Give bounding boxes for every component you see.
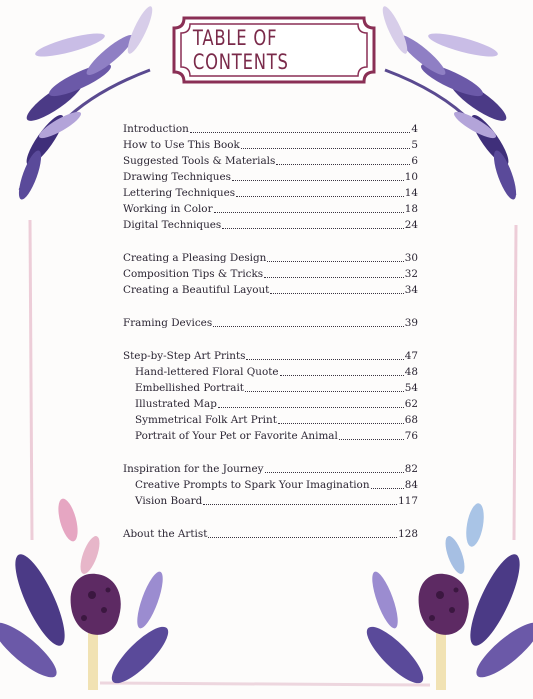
toc-entry bbox=[135, 427, 418, 443]
toc-entry bbox=[123, 314, 418, 330]
toc-entry-page: 54 bbox=[404, 382, 418, 394]
toc-entry-page: 14 bbox=[404, 187, 418, 199]
toc-entry bbox=[123, 168, 418, 184]
dot-leader bbox=[371, 488, 404, 489]
right-border-line bbox=[514, 225, 516, 540]
toc-entry-page: 76 bbox=[404, 430, 418, 442]
dot-leader bbox=[267, 261, 403, 262]
toc-entry-page: 82 bbox=[404, 463, 418, 475]
toc-entry bbox=[123, 216, 418, 232]
toc-entry-page: 39 bbox=[404, 317, 418, 329]
bottom-border-line bbox=[100, 683, 430, 685]
toc-entry-page: 5 bbox=[411, 139, 418, 151]
toc-entry-page: 48 bbox=[404, 366, 418, 378]
toc-entry bbox=[123, 120, 418, 136]
dot-leader bbox=[264, 277, 404, 278]
toc-entry-title: Creating a Pleasing Design bbox=[123, 252, 267, 264]
toc-entry-page: 32 bbox=[404, 268, 418, 280]
dot-leader bbox=[218, 407, 404, 408]
toc-entry-page: 62 bbox=[404, 398, 418, 410]
dot-leader bbox=[203, 504, 397, 505]
toc-entry bbox=[123, 281, 418, 297]
toc-entry-title: Introduction bbox=[123, 123, 189, 135]
toc-entry-title: Creating a Beautiful Layout bbox=[123, 284, 270, 296]
toc-entry-title: Embellished Portrait bbox=[135, 382, 244, 394]
toc-entry-title: Step-by-Step Art Prints bbox=[123, 350, 246, 362]
dot-leader bbox=[232, 180, 404, 181]
toc-entry-page: 47 bbox=[404, 350, 418, 362]
toc-entry-page: 128 bbox=[398, 528, 418, 540]
toc-entry bbox=[123, 347, 418, 363]
toc-entry-page: 117 bbox=[398, 495, 418, 507]
toc-entry bbox=[123, 525, 418, 541]
left-border-line bbox=[30, 220, 32, 540]
toc-entry-page: 68 bbox=[404, 414, 418, 426]
toc-entry-title: Creative Prompts to Spark Your Imagination bbox=[135, 479, 370, 491]
toc-entry bbox=[123, 136, 418, 152]
toc-entry-title: About the Artist bbox=[123, 528, 208, 540]
dot-leader bbox=[245, 391, 404, 392]
toc-entry bbox=[123, 265, 418, 281]
toc-entry-title: Working in Color bbox=[123, 203, 213, 215]
toc-entry bbox=[123, 152, 418, 168]
toc-entry-page: 84 bbox=[404, 479, 418, 491]
toc-entry-title: How to Use This Book bbox=[123, 139, 240, 151]
dot-leader bbox=[339, 439, 404, 440]
toc-entry bbox=[135, 379, 418, 395]
toc-entry-page: 30 bbox=[404, 252, 418, 264]
toc-entry-title: Drawing Techniques bbox=[123, 171, 231, 183]
toc-entry-title: Lettering Techniques bbox=[123, 187, 236, 199]
dot-leader bbox=[270, 293, 403, 294]
toc-entry-title: Suggested Tools & Materials bbox=[123, 155, 276, 167]
toc-entry bbox=[135, 395, 418, 411]
toc-entry-page: 4 bbox=[411, 123, 418, 135]
dot-leader bbox=[278, 423, 404, 424]
toc-entry-page: 18 bbox=[404, 203, 418, 215]
toc-entry bbox=[123, 249, 418, 265]
dot-leader bbox=[222, 228, 404, 229]
toc-entry bbox=[135, 411, 418, 427]
dot-leader bbox=[236, 196, 404, 197]
toc-entry bbox=[123, 200, 418, 216]
dot-leader bbox=[213, 326, 404, 327]
dot-leader bbox=[246, 359, 403, 360]
dot-leader bbox=[265, 472, 404, 473]
dot-leader bbox=[280, 375, 404, 376]
toc-entry-title: Composition Tips & Tricks bbox=[123, 268, 264, 280]
toc-entry bbox=[135, 476, 418, 492]
toc-entry-title: Vision Board bbox=[135, 495, 203, 507]
toc-entry-page: 6 bbox=[411, 155, 418, 167]
dot-leader bbox=[241, 148, 411, 149]
dot-leader bbox=[190, 132, 411, 133]
toc-entry bbox=[123, 184, 418, 200]
toc-entry-page: 24 bbox=[404, 219, 418, 231]
toc-entry-title: Hand-lettered Floral Quote bbox=[135, 366, 279, 378]
toc-entry bbox=[135, 492, 418, 508]
dot-leader bbox=[276, 164, 410, 165]
toc-entry-page: 34 bbox=[404, 284, 418, 296]
toc-entry-title: Portrait of Your Pet or Favorite Animal bbox=[135, 430, 338, 442]
dot-leader bbox=[208, 537, 397, 538]
page-title: TABLE OF CONTENTS bbox=[192, 26, 289, 74]
toc-entry-title: Symmetrical Folk Art Print bbox=[135, 414, 277, 426]
toc-entry-title: Inspiration for the Journey bbox=[123, 463, 264, 475]
toc-entry-title: Digital Techniques bbox=[123, 219, 222, 231]
toc-entry-title: Illustrated Map bbox=[135, 398, 217, 410]
toc-entry-title: Framing Devices bbox=[123, 317, 213, 329]
dot-leader bbox=[214, 212, 404, 213]
toc-entry-page: 10 bbox=[404, 171, 418, 183]
toc-entry bbox=[123, 460, 418, 476]
toc-entry bbox=[135, 363, 418, 379]
